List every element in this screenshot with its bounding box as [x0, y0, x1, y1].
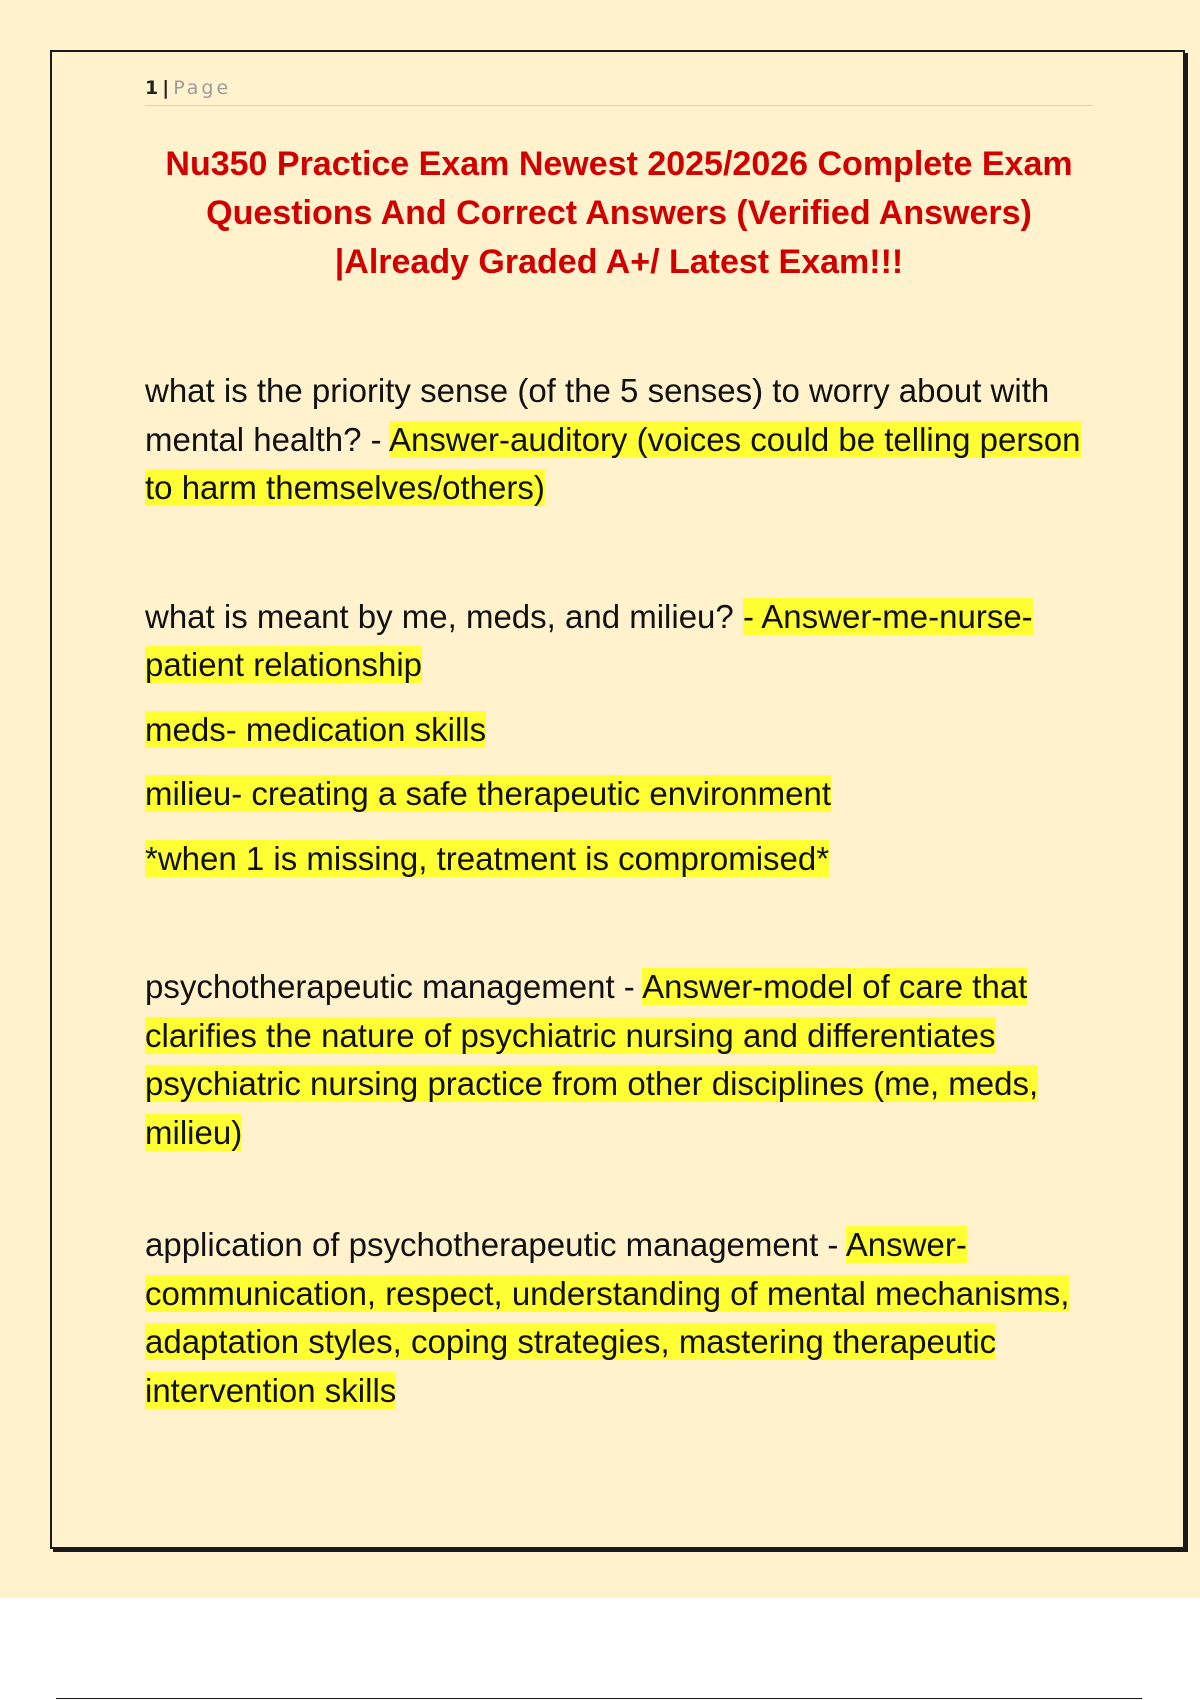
document-body — [145, 367, 1095, 1415]
question-text: psychotherapeutic management - — [145, 968, 643, 1005]
answer-text: Answer-communication, respect, understanding of mental mechanisms, adaptation styles, coping strategies, mastering therapeutic intervention skills — [145, 1226, 1070, 1409]
answer-text: Answer-model of care that clarifies the nature of psychiatric nursing and differentiates psychiatric nursing practice from other disciplines (me, meds, milieu) — [145, 968, 1039, 1151]
page-number: 1 — [145, 77, 159, 99]
answer-text: Answer-auditory (voices could be telling person to harm themselves/others) — [145, 420, 1081, 506]
answer-line-text: meds- medication skills — [145, 710, 487, 748]
page-label: Page — [173, 77, 232, 99]
answer-line-note — [145, 835, 1095, 884]
footer-rule — [56, 1698, 1142, 1699]
document-title: Nu350 Practice Exam Newest 2025/2026 Complete Exam Questions And Correct Answers (Verified Answers) |Already Graded A+/ Latest Exam!!! — [165, 145, 1073, 281]
qa-item-4 — [145, 1221, 1095, 1415]
answer-line-meds — [145, 706, 1095, 755]
answer-line-text: milieu- creating a safe therapeutic environment — [145, 775, 832, 812]
answer-text: - Answer-me-nurse-patient relationship — [145, 597, 1033, 683]
question-text: application of psychotherapeutic management - — [145, 1226, 846, 1263]
page-header — [145, 74, 1093, 106]
question-text: what is meant by me, meds, and milieu? — [145, 597, 743, 635]
answer-line-text: *when 1 is missing, treatment is compromised* — [145, 839, 830, 877]
qa-item-2 — [145, 593, 1095, 690]
question-text: what is the priority sense (of the 5 senses) to worry about with mental health? - — [145, 372, 1050, 458]
header-separator: | — [162, 77, 170, 99]
answer-line-milieu — [145, 770, 1095, 819]
qa-item-3 — [145, 963, 1095, 1157]
qa-item-1 — [145, 367, 1095, 513]
